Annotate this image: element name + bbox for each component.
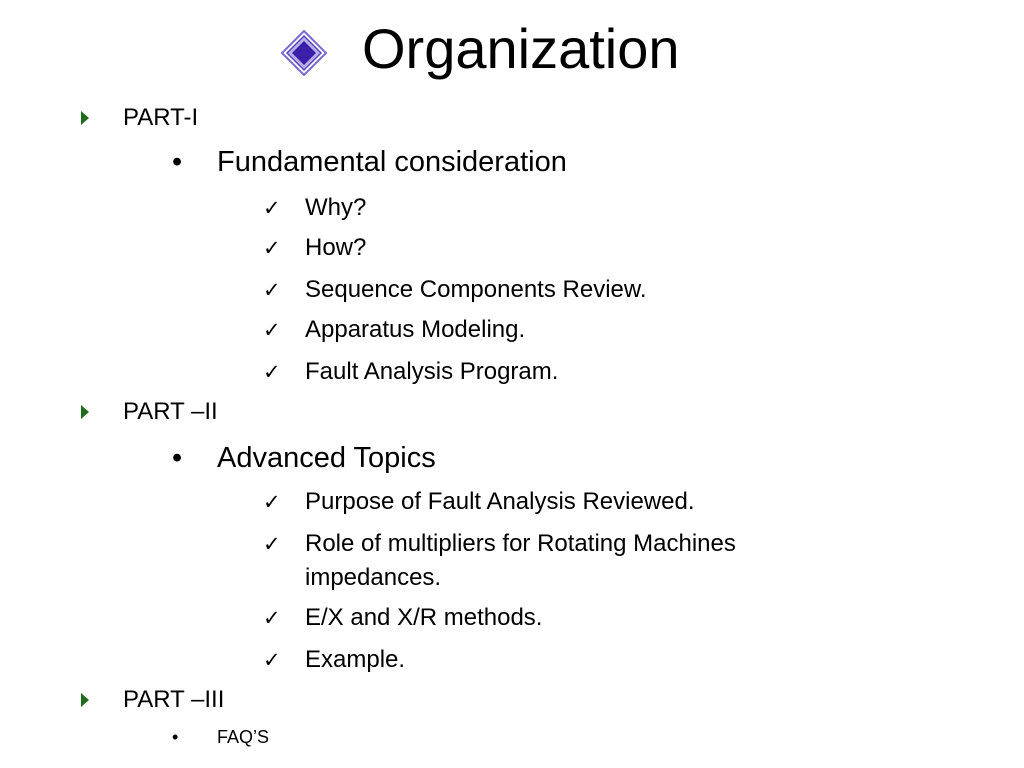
part-3-label: PART –III (123, 686, 225, 713)
diamond-icon (281, 30, 327, 76)
part-2-item-2: Role of multipliers for Rotating Machines (305, 530, 736, 557)
checkmark-icon: ✓ (263, 196, 281, 220)
part-2-item-1: Purpose of Fault Analysis Reviewed. (305, 488, 695, 515)
part-2-item-3: E/X and X/R methods. (305, 604, 543, 631)
part-1-label: PART-I (123, 104, 199, 131)
checkmark-icon: ✓ (263, 606, 281, 630)
checkmark-icon: ✓ (263, 360, 281, 384)
part-2-item-2-continued: impedances. (305, 564, 442, 591)
part-1-topic: Fundamental consideration (217, 146, 567, 178)
part-1-item-1: Why? (305, 194, 367, 221)
part-1-item-5: Fault Analysis Program. (305, 358, 559, 385)
triangle-right-icon (81, 405, 89, 419)
part-1-item-3: Sequence Components Review. (305, 276, 647, 303)
checkmark-icon: ✓ (263, 490, 281, 514)
slide-title (0, 10, 1024, 86)
part-2-label: PART –II (123, 398, 218, 425)
checkmark-icon: ✓ (263, 236, 281, 260)
page-title: Organization (362, 17, 680, 80)
bullet-icon: • (172, 727, 179, 747)
part-2-topic: Advanced Topics (217, 442, 436, 474)
bullet-icon: • (172, 442, 183, 474)
bullet-icon: • (172, 146, 183, 178)
part-1-item-2: How? (305, 234, 367, 261)
checkmark-icon: ✓ (263, 648, 281, 672)
triangle-right-icon (81, 693, 89, 707)
part-1-item-4: Apparatus Modeling. (305, 316, 526, 343)
part-2-item-4: Example. (305, 646, 406, 673)
checkmark-icon: ✓ (263, 278, 281, 302)
checkmark-icon: ✓ (263, 318, 281, 342)
part-3-topic: FAQ’S (217, 727, 270, 747)
checkmark-icon: ✓ (263, 532, 281, 556)
triangle-right-icon (81, 111, 89, 125)
